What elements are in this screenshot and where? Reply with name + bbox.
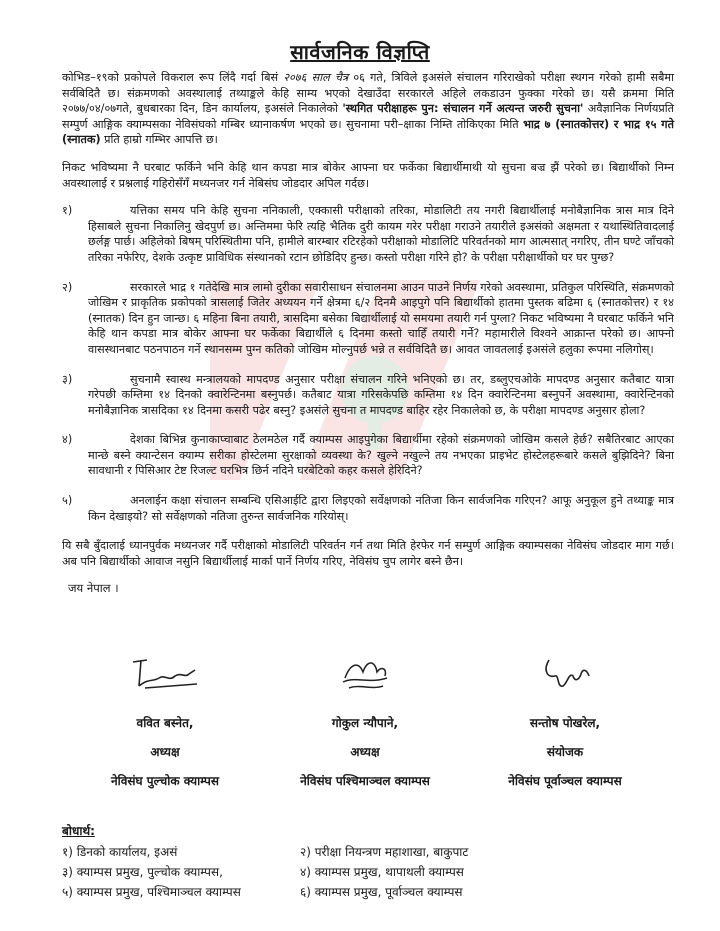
cc-item: ६) क्याम्पस प्रमुख, पूर्वाञ्चल क्याम्पस [300, 885, 463, 899]
signatory-name: सन्तोष पोखरेल, [529, 716, 601, 730]
handwritten-signature-2 [325, 648, 405, 698]
cc-item: ३) क्याम्पस प्रमुख, पुल्चोक क्याम्पस, [62, 865, 223, 879]
point-text: सरकारले भाद्र १ गतेदेखि मात्र लामो दुरीका सवारीसाधन संचालनमा आउन पाउने निर्णय गरेको अवस्थामा, प्रतिकुल परिस्थिति, संक्रमणको जोखिम र प्राकृतिक प्रकोपको त्रासलाई जितेर अध्ययन गर्ने क्षेत्रमा ६/२ दिनमै आइपुगे पनि बिद्यार्थीको हातमा पुस्तक बढिमा ६ (स्नातकोत्तर) र १४ (स्नातक) दिन हुन जान्छ। ६ महिना बिना तयारी, त्रासदिमा बसेका बिद्यार्थीलाई यो समयमा तयारी गर्न पुग्ला? निकट भविष्यमा नै घरबाट फर्किने भनि केहि थान कपडा मात्र बोकेर आफ्ना घर फर्केका बिद्यार्थीले ६ दिनमा कस्तो चाहिँ तयारी गर्ने? महामारीले विश्वने आक्रान्त परेको छ। आफ्नो वासस्थानबाट पठनपाठन गर्ने स्थानसम्म पुग्न कतिको जोखिम मोल्नुपर्छ भन्ने त सर्वविदितै छ। आवत जावतलाई इअसंले हलुका रूपमा नलिगोस्। [88, 280, 674, 356]
signatory-1 [70, 648, 260, 789]
cc-grid [62, 843, 662, 900]
point-number: ५) [62, 494, 73, 508]
point-number: २) [62, 280, 73, 294]
point-number: ३) [62, 372, 73, 386]
signatory-name: गोकुल न्यौपाने, [331, 716, 399, 730]
point-item [62, 372, 674, 419]
signatory-role: अध्यक्ष [150, 745, 180, 759]
intro-paragraph [62, 70, 674, 148]
handwritten-signature-1 [125, 648, 205, 698]
point-item [62, 280, 674, 358]
final-demand-paragraph: यि सबै बुँदालाई ध्यानपुर्वक मध्यनजर गर्दै परीक्षाको मोडालिटी परिवर्तन गर्न तथा मिति हेरफेर गर्न सम्पुर्ण आङ्गिक क्याम्पसका नेविसंघ जोडदार माग गर्छ। अब पनि बिद्यार्थीको आवाज नसुनि बिद्यार्थीलाई मार्का पार्ने निर्णय गरिए, नेविसंघ चुप लागेर बस्ने छैन। [62, 539, 674, 568]
closing-salutation: जय नेपाल । [68, 581, 119, 596]
cc-item: २) परीक्षा नियन्त्रण महाशाखा, बाकुपाट [300, 845, 469, 859]
signatory-campus: नेविसंघ पुल्चोक क्याम्पस [110, 774, 219, 788]
point-text: देशका बिभिन्न कुनाकाप्चाबाट ठेलमठेल गर्दै क्याम्पस आइपुगेका बिद्यार्थीमा रहेको संक्रमणको जोखिम कसले हेर्छ? सबैतिरबाट आएका मान्छे बस्ने क्यान्टेसन क्याम्प सरीका होस्टेलमा सुरक्षाको व्यवस्था के? खुल्ने नखुल्ने तय नभएका प्राइभेट होस्टेलहरूबारे कसले बुझिदिने? बिना सावधानी र पिसिआर टेष्ट रिजल्ट घरभित्र छिर्न नदिने घरबेटिको कहर कसले हेरिदिने? [88, 433, 674, 478]
signatory-name: ववित बस्नेत, [136, 716, 194, 730]
point-text: यत्तिका समय पनि केहि सुचना ननिकाली, एक्कासी परीक्षाको तरिका, मोडालिटी तय नगरी बिद्यार्थीलाई मनोबैज्ञानिक त्रास मात्र दिने हिसाबले सुचना निकालिनु खेदपुर्ण छ। अन्तिममा फेरि त्यहि भैतिक दुरी कायम गरेर परीक्षा गराउने तयारीले इअसंको अक्षमता र यथास्थितिवादलाई छर्लङ्ग पार्छ। अहिलेको बिषम् परिस्थितीमा पनि, हामीले बारम्बार रटिरहेको परीक्षाको मोडालिटि परिवर्तनको माग आत्मसात् नगरिए, तीन घण्टे जाँचको तरिका नफेरिए, देशके उत्कृष्ट प्राविधिक संस्थानको रटान छोडिदिए हुन्छ। कस्तो परीक्षा गरिने हो? के परीक्षा परीक्षार्थीको घर घर पुग्छ? [88, 204, 674, 264]
intro-notice-title-bold: 'स्थगित परीक्षाहरू पुन: संचालन गर्ने अत्यन्त जरुरी सुचना' [342, 102, 584, 116]
point-text: अनलाईन कक्षा संचालन सम्बन्धि एसिआईटि द्वारा लिइएको सर्वेक्षणको नतिजा किन सार्वजनिक गरिएन? आफू अनुकूल हुने तथ्याङ्क मात्र किन देखाइयो? सो सर्वेक्षणको नतिजा तुरुन्त सार्वजनिक गरियोस्। [88, 494, 674, 523]
signatory-role: संयोजक [546, 745, 584, 759]
point-number: ४) [62, 433, 73, 447]
notice-title: सार्वजनिक विज्ञप्ति [290, 40, 430, 64]
handwritten-signature-3 [525, 648, 605, 698]
signatory-role: अध्यक्ष [350, 745, 380, 759]
signatory-2 [270, 648, 460, 789]
point-text: सुचनामै स्वास्थ मन्त्रालयको मापदण्ड अनुसार परीक्षा संचालन गरिने भनिएको छ। तर, डब्लुएचओके मापदण्ड अनुसार कतैबाट यात्रा गरेपछी कम्तिमा १४ दिनको क्वारेन्टिनमा बस्नुपर्छ। कतैबाट यात्रा गरिसकेपछि कम्तिमा १४ दिन क्वारेन्टिनमा बस्नुपर्ने अवस्थामा, क्वारेन्टिनको मनोबैज्ञानिक त्रासदिका १४ दिनमा कसरी पढेर बस्नु? इअसंले सुचना त मापदण्ड बाहिर रहेर निकालेको छ, के परीक्षा मापदण्ड अनुसार होला? [88, 372, 674, 417]
signature-block [70, 648, 660, 788]
intro-text-a: कोभिड–१९को प्रकोपले विकराल रूप लिंदै गर्दा बिसं [62, 71, 284, 84]
cc-heading: बोधार्थ: [62, 824, 95, 838]
point-number: १) [62, 204, 73, 218]
intro-text-d: प्रति हाम्रो गम्भिर आपत्ति छ। [100, 133, 218, 147]
intro-text-c: अवैज्ञानिक निर्णयप्रति सम्पुर्ण आङ्गिक क्याम्पसका नेविसंघको गम्बिर ध्यानाकर्षण भएको छ। सुचनामा परी–क्षाका निम्ति तोकिएका मिति [62, 102, 674, 131]
intro-exam-dates-bold: भाद्र ७ (स्नातकोत्तर) र भाद्र १५ गते (स्नातक) [62, 117, 674, 147]
signatory-campus: नेविसंघ पश्चिमाञ्चल क्याम्पस [300, 774, 430, 788]
point-item [62, 432, 674, 479]
point-item [62, 493, 674, 524]
signatory-campus: नेविसंघ पूर्वाञ्चल क्याम्पस [508, 774, 622, 788]
point-item [62, 203, 674, 265]
appeal-paragraph: निकट भविष्यमा नै घरबाट फर्किने भनि केहि थान कपडा मात्र बोकेर आफ्ना घर फर्केका बिद्यार्थीमाथी यो सुचना बज्र झैं परेको छ। बिद्यार्थीको निम्न अवस्थालाई र प्रश्नलाई गहिरोसँगँ मध्यनजर गर्न नेबिसंघ जोडदार अपिल गर्दछ। [62, 160, 674, 190]
cc-item: ५) क्याम्पस प्रमुख, पश्चिमाञ्चल क्याम्पस [62, 885, 241, 899]
intro-text-b: ०६ गते, त्रिविले इअसंले संचालन गरिराखेको परीक्षा स्थगन गरेको हामी सबैमा सर्वबिदितै छ। संक्रमणको अवस्थालाई तथ्याङ्कले केहि साम्य भएको देखाउँदा सरकारले अहिले लकडाउन फुक्का गरेको छ। यसै क्रममा मिति २०७७/०४/०७गते, बुधबारका दिन, डिन कार्यालय, इअसंले निकालेको [62, 71, 674, 116]
cc-item: ४) क्याम्पस प्रमुख, थापाथली क्याम्पस [300, 865, 464, 879]
signatory-3 [470, 648, 660, 789]
notice-body [62, 70, 674, 597]
intro-date-italic: २०७६ साल चैत्र [283, 71, 349, 84]
cc-item: १) डिनको कार्यालय, इअसं [62, 845, 178, 859]
cc-list [62, 822, 662, 900]
